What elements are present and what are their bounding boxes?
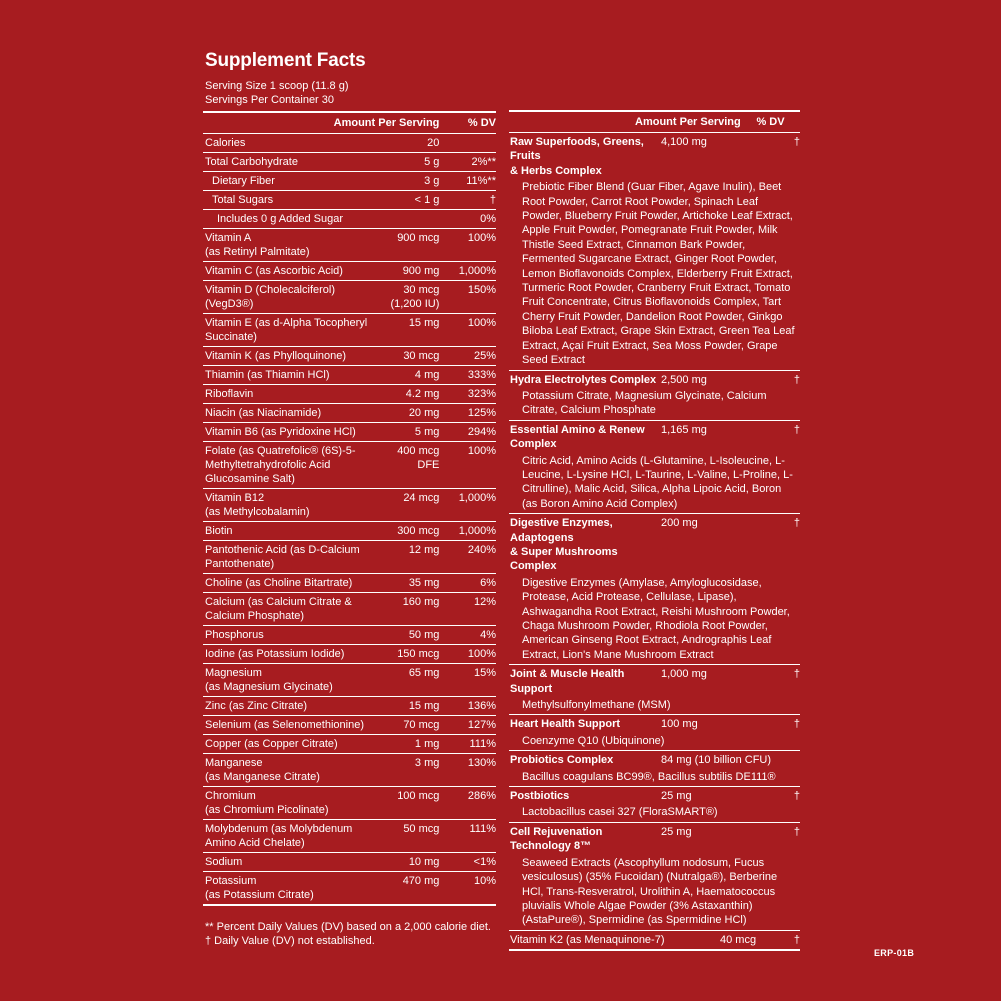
nutrient-row (203, 872, 496, 904)
nutrient-row (203, 754, 496, 787)
product-code: ERP-01B (874, 948, 915, 958)
footnote: ** Percent Daily Values (DV) based on a 2,000 calorie diet. (205, 921, 491, 933)
nutrient-dv: 10% (473, 875, 496, 887)
nutrient-dv: 127% (467, 719, 496, 731)
nutrient-amount: 150 mcg (397, 648, 440, 660)
footnotes (205, 920, 491, 948)
nutrient-name: Biotin (205, 525, 233, 537)
nutrient-name: Zinc (as Zinc Citrate) (205, 700, 308, 712)
nutrient-name: Magnesium (as Magnesium Glycinate) (205, 667, 333, 693)
nutrient-dv: 333% (467, 369, 496, 381)
nutrient-name: Vitamin A (as Retinyl Palmitate) (205, 232, 310, 258)
blend-amount: 100 mg (661, 718, 698, 731)
blend-amount: 1,000 mg (661, 668, 707, 681)
nutrient-dv: 125% (467, 407, 496, 419)
nutrient-name: Riboflavin (205, 388, 254, 400)
nutrient-name: Copper (as Copper Citrate) (205, 738, 338, 750)
nutrient-row (203, 366, 496, 385)
nutrient-amount: 24 mcg (403, 492, 440, 504)
blend-name: Probiotics Complex (510, 754, 614, 767)
blend-ingredients: Potassium Citrate, Magnesium Glycinate, Calcium Citrate, Calcium Phosphate (522, 389, 767, 417)
nutrient-row (203, 664, 496, 697)
nutrient-amount: 65 mg (408, 667, 440, 679)
nutrient-dv: 1,000% (458, 492, 496, 504)
nutrient-amount: 30 mcg (1,200 IU) (390, 284, 440, 310)
blend-amount: 84 mg (10 billion CFU) (661, 754, 772, 767)
nutrient-row (203, 262, 496, 281)
nutrient-dv: 100% (467, 232, 496, 244)
nutrient-dv: 15% (473, 667, 496, 679)
blend-dv: † (793, 718, 800, 731)
nutrient-table-header (203, 113, 496, 134)
blend-ingredients: Prebiotic Fiber Blend (Guar Fiber, Agave Inulin), Beet Root Powder, Carrot Root Powder, Spinach Leaf Powder, Blueberry Fruit Powder, Artichoke Leaf Extract, Apple Fruit Powder, Pomegranate Fruit Powder, Milk Thistle Seed Extract, Cinnamon Bark Powder, Fermented Sugarcane Extract, Ginger Root Powder, Lemon Bioflavonoids Complex, Elderberry Fruit Extract, Turmeric Root Powder, Cranberry Fruit Extract, Tomato Fruit Concentrate, Citrus Bioflavonoids Complex, Tart Cherry Fruit Powder, Dandelion Root Powder, Ginkgo Biloba Leaf Extract, Grape Skin Extract, Green Tea Leaf Extract, Açaí Fruit Extract, Sea Moss Powder, Grape Seed Extract (522, 181, 795, 367)
nutrient-amount: 15 mg (408, 317, 440, 329)
nutrient-name: Molybdenum (as Molybdenum Amino Acid Chelate) (205, 823, 353, 849)
nutrient-dv: 111% (469, 738, 496, 750)
blend-section (509, 371, 800, 421)
nutrient-row (203, 697, 496, 716)
nutrient-amount: 30 mcg (403, 350, 440, 362)
header-amount: Amount Per Serving (635, 116, 741, 128)
blend-name: Joint & Muscle Health Support (510, 668, 625, 695)
nutrient-dv (439, 136, 496, 150)
blend-amount: 25 mg (661, 790, 692, 803)
nutrient-row (203, 281, 496, 314)
nutrient-name: Thiamin (as Thiamin HCl) (205, 369, 330, 381)
nutrient-row (203, 716, 496, 735)
nutrient-dv: 1,000% (458, 525, 496, 537)
blend-section (509, 133, 800, 371)
nutrient-row (203, 626, 496, 645)
nutrient-amount: 1 mg (414, 738, 440, 750)
blend-name: Vitamin K2 (as Menaquinone-7) (510, 933, 665, 946)
nutrient-amount: 900 mcg (397, 232, 440, 244)
nutrient-dv: 0% (480, 213, 496, 225)
nutrient-amount: 470 mg (402, 875, 440, 887)
nutrient-dv: 2%** (471, 156, 496, 168)
nutrient-name: Iodine (as Potassium Iodide) (205, 648, 345, 660)
nutrient-row (203, 191, 496, 210)
nutrient-amount: 3 mg (414, 757, 440, 769)
nutrient-amount: < 1 g (414, 194, 440, 206)
blend-dv: † (793, 517, 800, 530)
blend-ingredients: Citric Acid, Amino Acids (L-Glutamine, L-Isoleucine, L-Leucine, L-Lysine HCl, L-Taurine, L-Valine, L-Proline, L-Citrulline), Malic Acid, Silica, Alpha Lipoic Acid, Boron (as Boron Amino Acid Complex) (522, 454, 793, 510)
nutrient-name: Phosphorus (205, 629, 264, 641)
nutrient-row (203, 541, 496, 574)
nutrient-amount: 20 (427, 137, 440, 149)
blend-amount: 4,100 mg (661, 136, 707, 148)
nutrient-name: Vitamin B6 (as Pyridoxine HCl) (205, 426, 356, 438)
blend-dv: † (793, 668, 800, 681)
blend-ingredients: Bacillus coagulans BC99®, Bacillus subtilis DE111® (522, 770, 776, 783)
blend-dv: † (793, 825, 800, 838)
nutrient-dv: <1% (473, 856, 496, 868)
blend-ingredients: Coenzyme Q10 (Ubiquinone) (522, 734, 665, 747)
nutrient-row (203, 735, 496, 754)
blend-ingredients: Methylsulfonylmethane (MSM) (522, 699, 671, 712)
nutrient-name: Calories (205, 137, 246, 149)
nutrient-name: Vitamin D (Cholecalciferol) (VegD3®) (205, 284, 336, 310)
nutrient-name: Includes 0 g Added Sugar (217, 213, 343, 225)
nutrient-name: Choline (as Choline Bitartrate) (205, 577, 353, 589)
blend-dv: † (793, 933, 800, 946)
nutrient-amount: 4 mg (414, 369, 440, 381)
nutrient-row (203, 314, 496, 347)
header-amount: Amount Per Serving (333, 117, 440, 129)
nutrient-name: Total Carbohydrate (205, 156, 298, 168)
blend-section (509, 421, 800, 514)
nutrient-amount: 15 mg (408, 700, 440, 712)
nutrient-amount: 3 g (424, 175, 440, 187)
nutrient-row (203, 210, 496, 229)
nutrient-row (203, 522, 496, 541)
nutrient-amount: 10 mg (408, 856, 440, 868)
blend-ingredients: Lactobacillus casei 327 (FloraSMART®) (522, 806, 718, 819)
nutrient-amount: 5 g (424, 156, 440, 168)
serving-info (205, 79, 348, 107)
nutrient-amount: 12 mg (408, 544, 440, 556)
nutrient-amount: 400 mcg DFE (397, 445, 440, 471)
nutrient-amount: 900 mg (402, 265, 440, 277)
nutrient-dv: 6% (480, 577, 496, 589)
nutrient-dv: 25% (473, 350, 496, 362)
nutrient-dv: 100% (467, 648, 496, 660)
nutrient-row (203, 347, 496, 366)
nutrient-row (203, 172, 496, 191)
blend-amount: 1,165 mg (661, 423, 707, 436)
blend-name: Hydra Electrolytes Complex (510, 373, 657, 386)
nutrient-dv: 136% (467, 700, 496, 712)
nutrient-name: Folate (as Quatrefolic® (6S)-5- Methyltetrahydrofolic Acid Glucosamine Salt) (205, 445, 356, 485)
nutrient-amount: 4.2 mg (405, 388, 440, 400)
nutrient-name: Vitamin E (as d-Alpha Tocopheryl Succinate) (205, 317, 368, 343)
nutrient-row (203, 574, 496, 593)
servings-per-container: Servings Per Container 30 (205, 94, 335, 106)
nutrient-amount: 100 mcg (397, 790, 440, 802)
nutrient-name: Chromium (as Chromium Picolinate) (205, 790, 329, 816)
nutrient-dv: 286% (467, 790, 496, 802)
nutrient-row (203, 645, 496, 664)
nutrient-amount: 35 mg (408, 577, 440, 589)
blend-section (509, 823, 800, 931)
nutrient-name: Vitamin B12 (as Methylcobalamin) (205, 492, 310, 518)
blend-name: Postbiotics (510, 790, 570, 803)
nutrient-name: Pantothenic Acid (as D-Calcium Pantothenate) (205, 544, 360, 570)
blend-table-header (509, 112, 800, 133)
blend-dv: † (793, 373, 800, 386)
nutrient-name: Selenium (as Selenomethionine) (205, 719, 364, 731)
nutrient-amount: 70 mcg (403, 719, 440, 731)
nutrient-dv: 12% (473, 596, 496, 608)
header-spacer (509, 115, 635, 129)
nutrient-name: Vitamin K (as Phylloquinone) (205, 350, 347, 362)
nutrient-dv: 323% (467, 388, 496, 400)
nutrient-amount: 160 mg (402, 596, 440, 608)
nutrient-amount: 5 mg (414, 426, 440, 438)
nutrient-dv: † (489, 194, 496, 206)
blend-name: Raw Superfoods, Greens, Fruits & Herbs Complex (510, 136, 644, 177)
nutrient-dv: 100% (467, 445, 496, 457)
nutrient-dv: 130% (467, 757, 496, 769)
nutrient-name: Sodium (205, 856, 243, 868)
blend-section (509, 751, 800, 787)
nutrient-row (203, 442, 496, 489)
serving-size: Serving Size 1 scoop (11.8 g) (205, 80, 349, 92)
nutrient-row (203, 489, 496, 522)
nutrient-dv: 294% (467, 426, 496, 438)
blend-section (509, 514, 800, 665)
blend-name: Cell Rejuvenation Technology 8™ (510, 825, 603, 853)
blend-amount: 40 mcg (720, 933, 757, 946)
nutrient-row (203, 853, 496, 872)
nutrient-dv: 1,000% (458, 265, 496, 277)
nutrient-dv: 240% (467, 544, 496, 556)
blend-name: Essential Amino & Renew Complex (510, 423, 645, 451)
nutrient-row (203, 385, 496, 404)
nutrient-name: Manganese (as Manganese Citrate) (205, 757, 320, 783)
nutrient-row (203, 153, 496, 172)
nutrient-dv: 11%** (466, 175, 496, 187)
blend-amount: 25 mg (661, 825, 692, 838)
blend-ingredients: Digestive Enzymes (Amylase, Amyloglucosidase, Protease, Acid Protease, Cellulase, Lipase), Ashwagandha Root Extract, Reishi Mushroom Powder, Chaga Mushroom Powder, Rhodiola Root Powder, American Ginseng Root Extract, Andrographis Leaf Extract, Lion's Mane Mushroom Extract (522, 576, 790, 661)
nutrient-amount (376, 212, 440, 226)
nutrient-row (203, 820, 496, 853)
blend-dv: † (793, 136, 800, 148)
nutrient-dv: 4% (480, 629, 496, 641)
blend-dv: † (793, 423, 800, 436)
footnote: † Daily Value (DV) not established. (205, 935, 375, 947)
nutrient-name: Vitamin C (as Ascorbic Acid) (205, 265, 343, 277)
blend-section (509, 665, 800, 715)
nutrient-row (203, 787, 496, 820)
nutrient-amount: 20 mg (408, 407, 440, 419)
header-dv: % DV (756, 116, 785, 128)
nutrient-amount: 300 mcg (397, 525, 440, 537)
blend-name: Digestive Enzymes, Adaptogens & Super Mushrooms Complex (510, 517, 618, 573)
nutrient-amount: 50 mg (408, 629, 440, 641)
blend-dv: † (793, 790, 800, 803)
blend-section (509, 931, 800, 949)
nutrient-dv: 100% (467, 317, 496, 329)
blend-ingredients: Seaweed Extracts (Ascophyllum nodosum, Fucus vesiculosus) (35% Fucoidan) (Nutralga®), Berberine HCl, Trans-Resveratrol, Urolithin A, Haematococcus pluvialis Whole Algae Powder (3% Astaxanthin) (AstaPure®), Spermidine (as Spermidine HCl) (522, 856, 778, 927)
blend-amount: 2,500 mg (661, 373, 707, 386)
nutrient-row (203, 423, 496, 442)
blend-section (509, 787, 800, 823)
blend-dv (786, 753, 800, 767)
nutrient-dv: 150% (467, 284, 496, 296)
blend-section (509, 715, 800, 751)
page-title: Supplement Facts (205, 50, 366, 71)
nutrient-dv: 111% (469, 823, 496, 835)
nutrient-amount: 50 mcg (403, 823, 440, 835)
nutrient-name: Total Sugars (212, 194, 274, 206)
nutrient-name: Niacin (as Niacinamide) (205, 407, 322, 419)
nutrient-name: Dietary Fiber (212, 175, 275, 187)
blend-table (509, 110, 800, 951)
nutrient-name: Calcium (as Calcium Citrate & Calcium Phosphate) (205, 596, 352, 622)
nutrient-row (203, 134, 496, 153)
nutrient-name: Potassium (as Potassium Citrate) (205, 875, 314, 901)
blend-amount: 200 mg (661, 517, 698, 530)
header-dv: % DV (467, 117, 496, 129)
blend-name: Heart Health Support (510, 718, 621, 731)
nutrient-table (203, 111, 496, 906)
nutrient-row (203, 593, 496, 626)
nutrient-row (203, 229, 496, 262)
nutrient-row (203, 404, 496, 423)
